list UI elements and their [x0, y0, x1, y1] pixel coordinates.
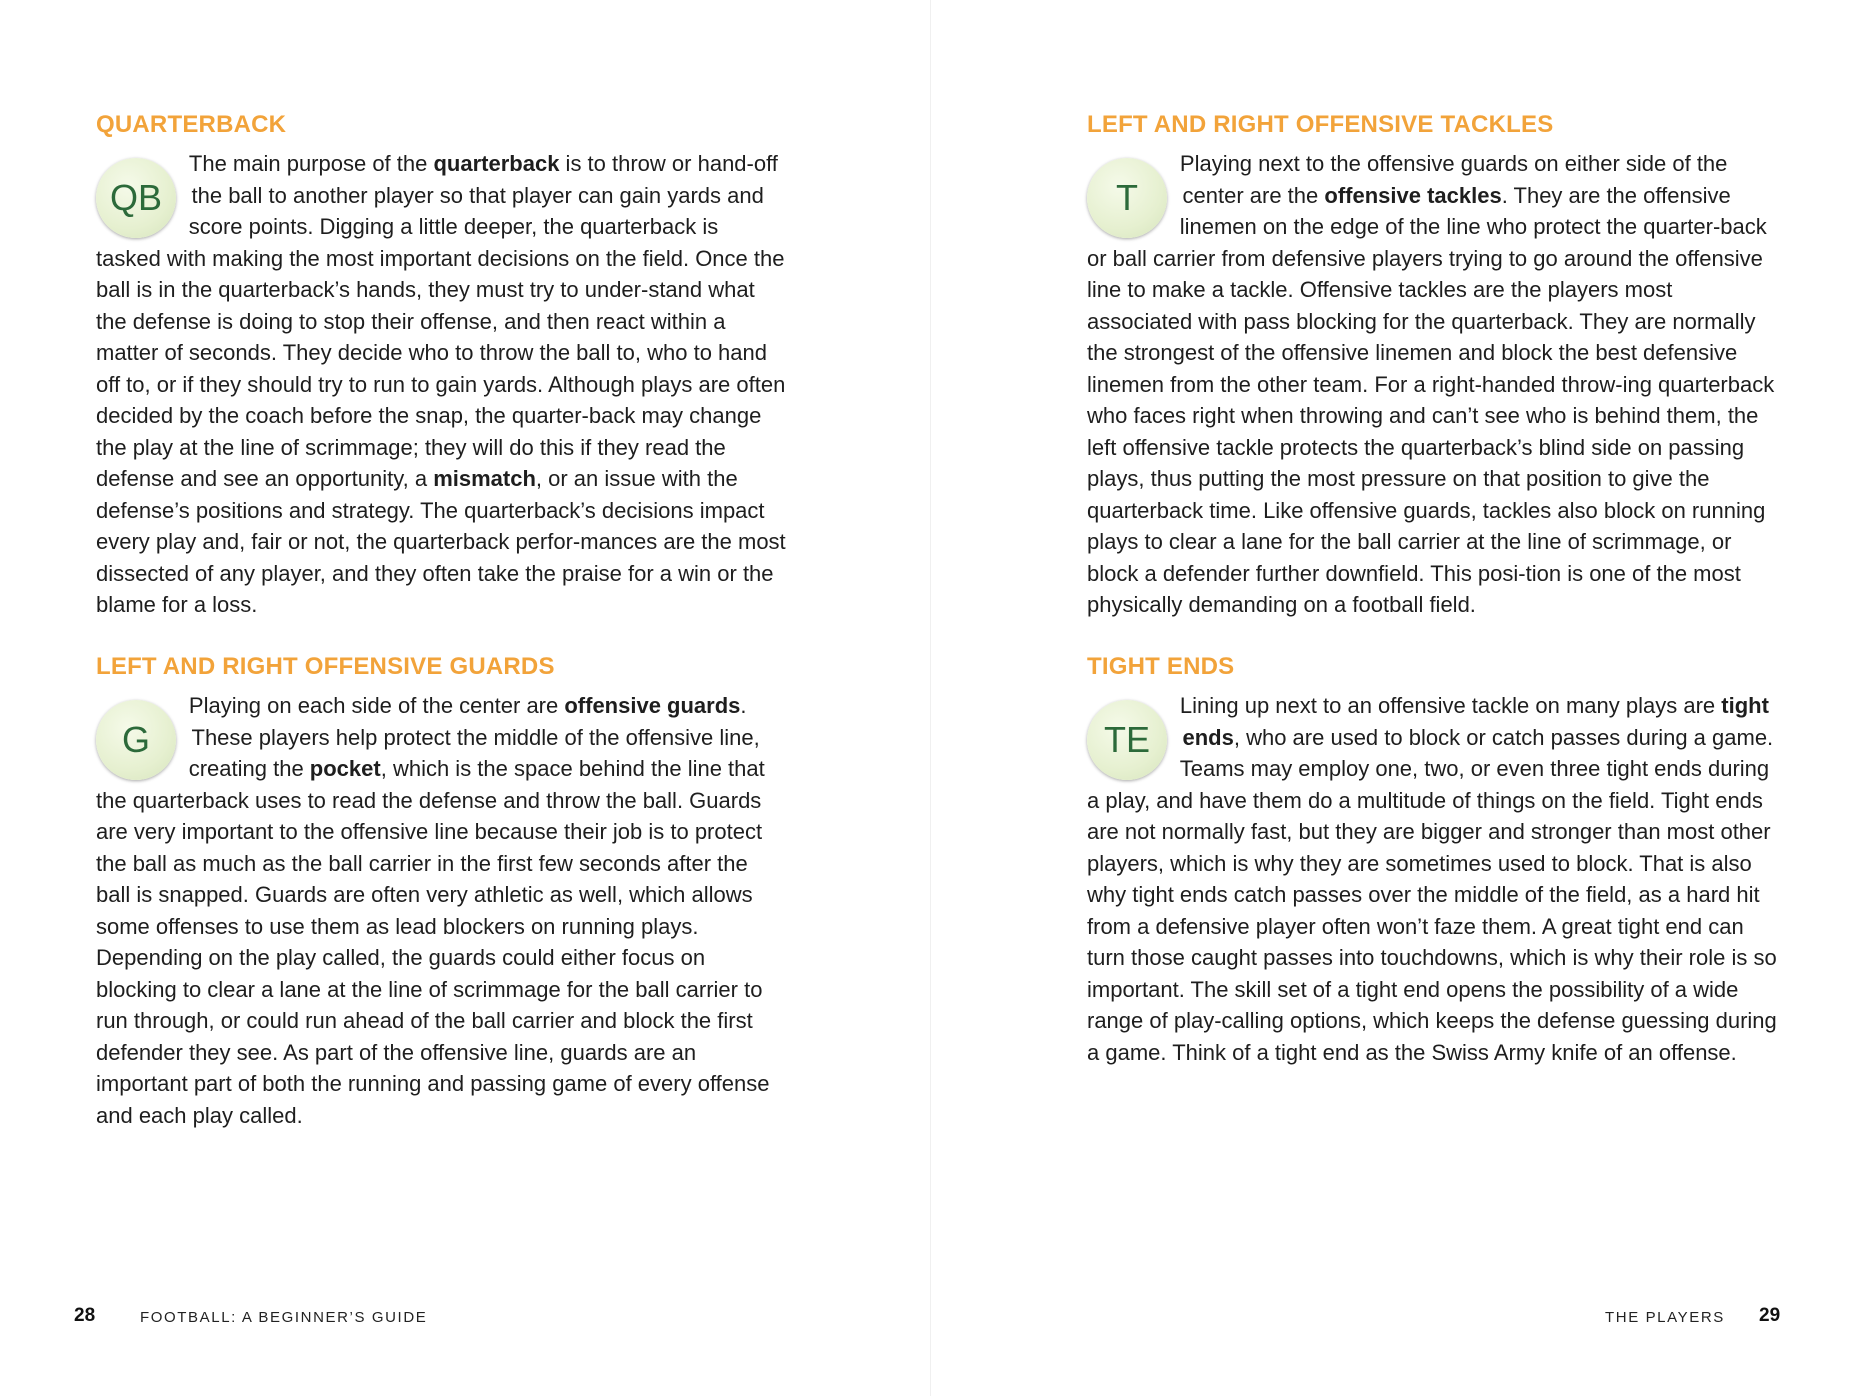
bold-term: offensive tackles	[1324, 182, 1502, 208]
bold-term: tight ends	[1182, 693, 1769, 750]
section-tight-ends	[1087, 652, 1777, 1068]
section-body: T Playing next to the offensive guards on either side of the center are the offensive tackles. They are the offensive linemen on the edge of the line who protect the quarter-back or ball carrier from defensive players trying to go around the offensive line to make a tackle. Offensive tackles are the players most associated with pass blocking for the quarterback. They are normally the strongest of the offensive linemen and block the best defensive linemen from the other team. For a right-handed throw-ing quarterback who faces right when throwing and can’t see who is behind them, the left offensive tackle protects the quarterback’s blind side on passing plays, thus putting the most pressure on that position to give the quarterback time. Like offensive guards, tackles also block on running plays to clear a lane for the ball carrier at the line of scrimmage, or block a defender further downfield. This posi-tion is one of the most physically demanding on a football field.	[1087, 151, 1775, 617]
section-quarterback	[96, 110, 786, 621]
bold-term: mismatch	[433, 466, 536, 491]
section-heading: QUARTERBACK	[96, 111, 287, 138]
section-body: G Playing on each side of the center are offensive guards. These players help protect the middle of the offensive line, creating the pocket, which is the space behind the line that the quarterback uses to read the defense and throw the ball. Guards are very important to the offensive line because their job is to protect the ball as much as the ball carrier in the first few seconds after the ball is snapped. Guards are often very athletic as well, which allows some offenses to use them as lead blockers on running plays. Depending on the play called, the guards could either focus on blocking to clear a lane at the line of scrimmage for the ball carrier to run through, or could run ahead of the ball carrier and block the first defender they see. As part of the offensive line, guards are an important part of both the running and passing game of every offense and each play called.	[96, 693, 770, 1128]
section-heading: LEFT AND RIGHT OFFENSIVE TACKLES	[1087, 111, 1554, 138]
right-page	[931, 0, 1862, 1396]
position-badge-te: TE	[1087, 700, 1167, 780]
section-body: TE Lining up next to an offensive tackle on many plays are tight ends, who are used to block or catch passes during a game. Teams may employ one, two, or even three tight ends during a play, and have them do a multitude of things on the field. Tight ends are not normally fast, but they are bigger and stronger than most other players, which is why they are sometimes used to block. That is also why tight ends catch passes over the middle of the field, as a hard hit from a defensive player often won’t faze them. A great tight end can turn those caught passes into touchdowns, which is why their role is so important. The skill set of a tight end opens the possibility of a wide range of play-calling options, which keeps the defense guessing during a game. Think of a tight end as the Swiss Army knife of an offense.	[1087, 693, 1777, 1065]
position-badge-t: T	[1087, 158, 1167, 238]
section-heading: TIGHT ENDS	[1087, 653, 1235, 680]
page-number: 29	[1759, 1305, 1781, 1326]
bold-term: quarterback	[433, 151, 560, 176]
section-tackles	[1087, 110, 1777, 621]
running-title: THE PLAYERS	[1605, 1309, 1725, 1326]
page-number: 28	[74, 1305, 96, 1326]
section-body: QB The main purpose of the quarterback is to throw or hand-off the ball to another player so that player can gain yards and score points. Digging a little deeper, the quarterback is tasked with making the most important decisions on the field. Once the ball is in the quarterback’s hands, they must try to under-stand what the defense is doing to stop their offense, and then react within a matter of seconds. They decide who to throw the ball to, who to hand off to, or if they should try to run to gain yards. Although plays are often decided by the coach before the snap, the quarter-back may change the play at the line of scrimmage; they will do this if they read the defense and see an opportunity, a mismatch, or an issue with the defense’s positions and strategy. The quarterback’s decisions impact every play and, fair or not, the quarterback perfor-mances are the most dissected of any player, and they often take the praise for a win or the blame for a loss.	[96, 151, 786, 617]
section-guards	[96, 652, 786, 1131]
section-heading: LEFT AND RIGHT OFFENSIVE GUARDS	[96, 653, 555, 680]
bold-term: pocket	[309, 756, 381, 781]
position-badge-qb: QB	[96, 158, 176, 238]
bold-term: offensive guards	[564, 693, 741, 718]
running-title: FOOTBALL: A BEGINNER’S GUIDE	[140, 1309, 428, 1326]
position-badge-g: G	[96, 700, 176, 780]
